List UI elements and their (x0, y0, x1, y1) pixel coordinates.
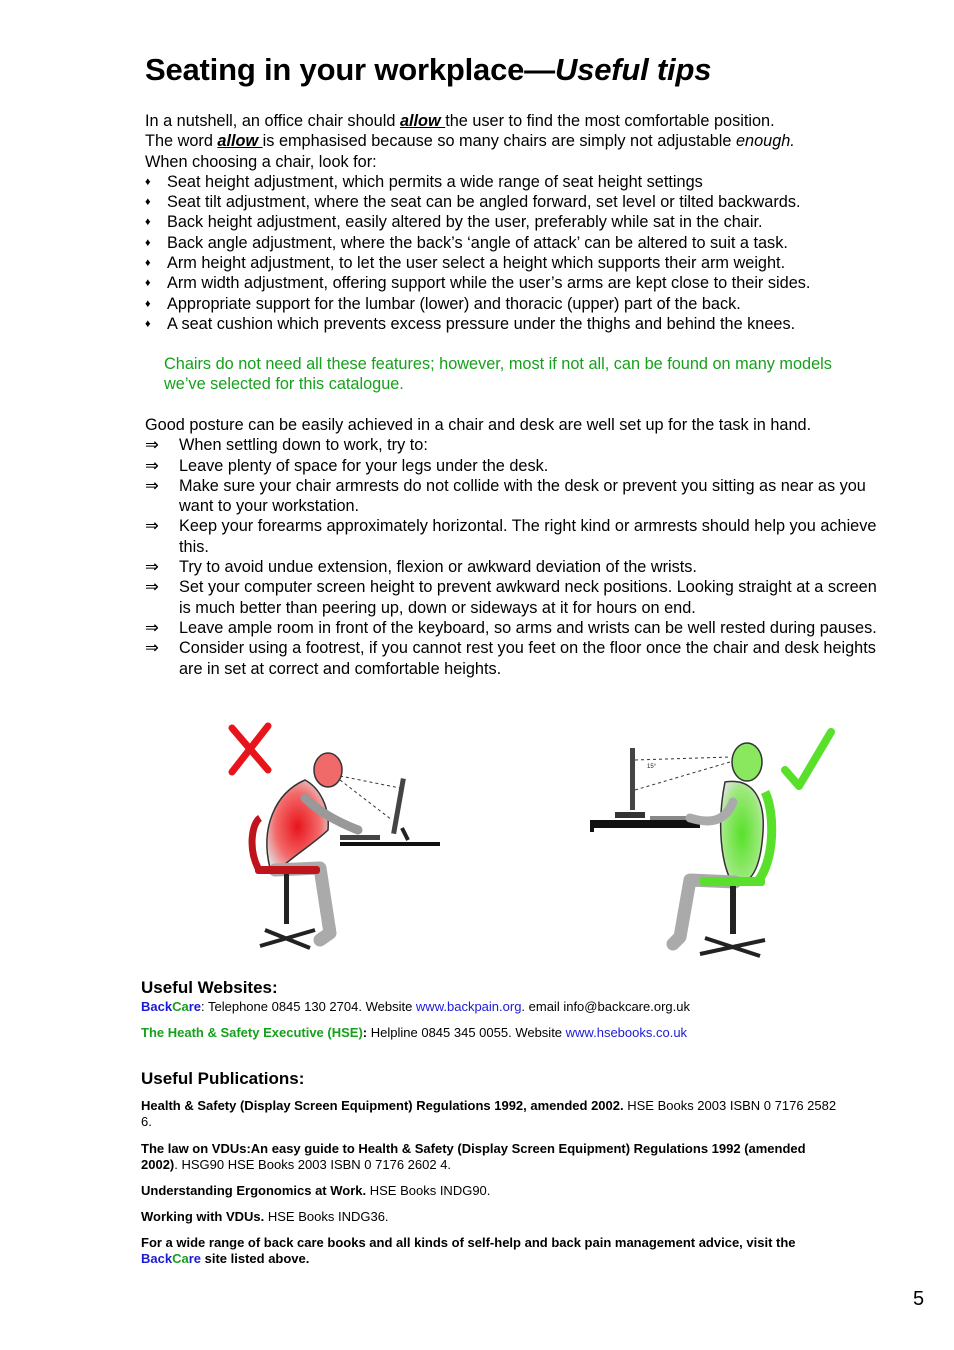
list-item (145, 638, 885, 679)
backpain-link[interactable]: www.backpain.org (415, 999, 522, 1014)
hsebooks-link[interactable]: www.hsebooks.co.uk (565, 1025, 688, 1040)
title-main: Seating in your workplace (145, 52, 525, 87)
backcare-text: . email info@backcare.org.uk (521, 999, 690, 1014)
list-item-text: Arm width adjustment, offering support while the user’s arms are kept close to their sides. (167, 274, 811, 293)
list-item-text: Keep your forearms approximately horizontal. The right kind or armrests should help you achieve this. (179, 517, 877, 556)
list-item-text: Back angle adjustment, where the back’s ‘angle of attack’ can be altered to suit a task. (167, 233, 788, 252)
arrow-bullet-icon: ⇒ (145, 618, 159, 637)
list-item-text: Seat tilt adjustment, where the seat can be angled forward, set level or tilted backwards. (167, 193, 801, 212)
arrow-bullet-icon: ⇒ (145, 639, 159, 658)
brand-part: Ca (172, 1251, 189, 1266)
hse-line (141, 1025, 841, 1041)
publication-details: . HSG90 HSE Books 2003 ISBN 0 7176 2602 4. (174, 1157, 452, 1172)
list-item-text: When settling down to work, try to: (179, 436, 428, 455)
publication-title: Working with VDUs. (141, 1209, 265, 1224)
hse-colon: : (362, 1025, 368, 1040)
allow-emphasis: allow (399, 112, 446, 130)
publication-title: The law on VDUs:An easy guide to Health & Safety (Display Screen Equipment) Regulations 1992 (amended 2002) (141, 1141, 806, 1172)
brand-part: re (188, 1251, 201, 1266)
diamond-bullet-icon: ♦ (145, 216, 151, 229)
diamond-bullet-icon: ♦ (145, 277, 151, 290)
allow-emphasis: allow (217, 132, 263, 151)
enough-emphasis: enough. (735, 132, 795, 151)
arrow-bullet-icon: ⇒ (145, 436, 159, 455)
list-item-text: Try to avoid undue extension, flexion or awkward deviation of the wrists. (179, 558, 697, 577)
intro-line-2 (145, 131, 905, 151)
list-item-text: A seat cushion which prevents excess pressure under the thighs and behind the knees. (167, 314, 796, 333)
publication-title: Health & Safety (Display Screen Equipment) Regulations 1992, amended 2002. (141, 1098, 624, 1113)
hse-name: The Heath & Safety Executive (HSE) (141, 1025, 363, 1040)
correct-tick-icon (785, 732, 831, 786)
list-item (145, 618, 885, 638)
catalogue-note: Chairs do not need all these features; however, most if not all, can be found on many models we’ve selected for this catalogue. (164, 355, 832, 394)
publications-heading: Useful Publications: (141, 1069, 305, 1088)
diamond-bullet-icon: ♦ (145, 257, 151, 270)
list-item (145, 577, 885, 618)
backcare-brand (141, 1251, 201, 1266)
publication-item (141, 1098, 841, 1130)
diamond-bullet-icon: ♦ (145, 196, 151, 209)
slouched-person-icon (267, 753, 358, 940)
intro-line-3: When choosing a chair, look for: (145, 152, 377, 171)
list-item (145, 435, 885, 455)
list-item (145, 314, 905, 334)
arrow-bullet-icon: ⇒ (145, 578, 159, 597)
list-item (145, 516, 885, 557)
diamond-bullet-icon: ♦ (145, 317, 151, 330)
backcare-line (141, 999, 841, 1015)
advice-text: site listed above. (201, 1251, 310, 1266)
diamond-bullet-icon: ♦ (145, 175, 151, 188)
publication-details: HSE Books INDG90. (366, 1183, 491, 1198)
hse-text: Helpline 0845 345 0055. Website (367, 1025, 566, 1040)
diamond-bullet-icon: ♦ (145, 236, 151, 249)
arrow-bullet-icon: ⇒ (145, 558, 159, 577)
list-item (145, 253, 905, 273)
title-italic: Useful tips (554, 52, 712, 87)
feature-list (145, 172, 905, 334)
websites-heading: Useful Websites: (141, 978, 278, 997)
brand-part: Back (141, 1251, 173, 1266)
list-item (145, 172, 905, 192)
list-item-text: Leave plenty of space for your legs under the desk. (179, 456, 549, 475)
intro-line-1 (145, 111, 905, 131)
diamond-bullet-icon: ♦ (145, 297, 151, 310)
list-item (145, 212, 905, 232)
brand-part: Back (141, 999, 173, 1014)
posture-section (145, 415, 885, 679)
list-item-text: Leave ample room in front of the keyboard, so arms and wrists can be well rested during pauses. (179, 618, 877, 637)
list-item (145, 456, 885, 476)
brand-part: Ca (172, 999, 189, 1014)
intro-text: In a nutshell, an office chair should (145, 112, 400, 130)
backcare-advice (141, 1235, 841, 1267)
list-item (145, 192, 905, 212)
publication-title: Understanding Ergonomics at Work. (141, 1183, 367, 1198)
publication-details: HSE Books 2003 ISBN 0 7176 2582 6. (141, 1098, 837, 1129)
intro-section (145, 111, 905, 334)
wrong-cross-icon (232, 726, 268, 772)
posture-intro: Good posture can be easily achieved in a chair and desk are well set up for the task in hand. (145, 416, 812, 434)
desk-icon (340, 778, 440, 846)
backcare-brand (141, 999, 201, 1014)
desk-icon (590, 748, 700, 832)
list-item (145, 233, 905, 253)
arrow-bullet-icon: ⇒ (145, 476, 159, 495)
list-item (145, 476, 885, 517)
arrow-bullet-icon: ⇒ (145, 456, 159, 475)
page-title (145, 52, 711, 88)
list-item (145, 273, 905, 293)
arrow-bullet-icon: ⇒ (145, 517, 159, 536)
good-posture-illustration (585, 722, 840, 962)
brand-part: re (188, 999, 201, 1014)
page-number: 5 (913, 1288, 925, 1310)
list-item-text: Appropriate support for the lumbar (lower) and thoracic (upper) part of the back. (167, 294, 741, 313)
list-item-text: Set your computer screen height to prevent awkward neck positions. Looking straight at a screen is much better than peering up, down or sideways at it for hours on end. (179, 578, 877, 617)
list-item (145, 294, 905, 314)
list-item-text: Arm height adjustment, to let the user select a height which supports their arm weight. (167, 254, 786, 273)
intro-text: the user to find the most comfortable position. (445, 112, 775, 130)
bad-posture-illustration (220, 718, 450, 958)
viewing-angle-label: 15° (647, 764, 657, 770)
list-item-text: Make sure your chair armrests do not collide with the desk or prevent you sitting as near as you want to your workstation. (179, 476, 866, 516)
list-item-text: Consider using a footrest, if you cannot rest you feet on the floor once the chair and desk heights are in set at correct and comfortable heights. (179, 639, 876, 678)
list-item (145, 557, 885, 577)
backcare-text: : Telephone 0845 130 2704. Website (201, 999, 416, 1014)
publication-item (141, 1141, 841, 1173)
list-item-text: Seat height adjustment, which permits a wide range of seat height settings (167, 172, 703, 191)
publication-item (141, 1209, 841, 1225)
upright-person-icon (673, 743, 763, 944)
publication-item (141, 1183, 841, 1199)
advice-text: For a wide range of back care books and all kinds of self-help and back pain management advice, visit the (141, 1235, 796, 1250)
publication-details: HSE Books INDG36. (264, 1209, 389, 1224)
intro-text: The word (145, 132, 218, 151)
tips-list (145, 435, 885, 679)
title-dash: — (524, 52, 555, 87)
list-item-text: Back height adjustment, easily altered by the user, preferably while sat in the chair. (167, 213, 763, 232)
intro-text: is emphasised because so many chairs are simply not adjustable (262, 132, 736, 151)
